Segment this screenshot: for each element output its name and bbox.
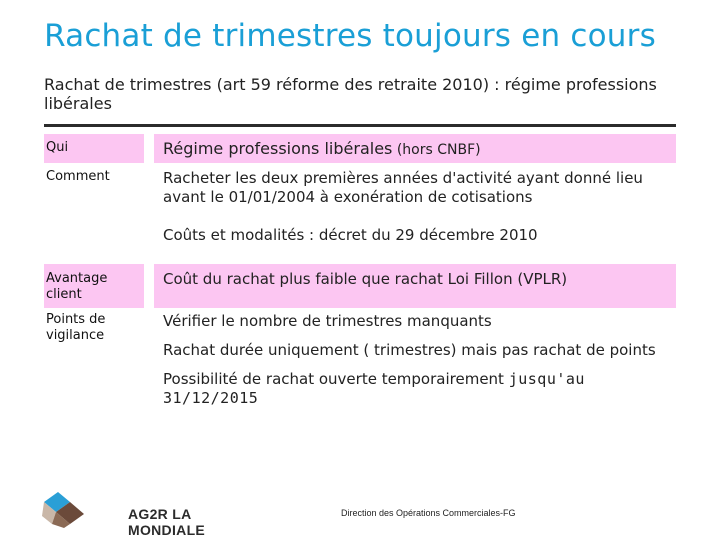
vigilance-line-2: Rachat durée uniquement ( trimestres) mais pas rachat de points xyxy=(163,341,656,359)
vigilance-line-3 xyxy=(163,370,666,408)
vigilance-line-1: Vérifier le nombre de trimestres manquants xyxy=(163,312,492,330)
comment-line-1: Racheter les deux premières années d'activité ayant donné lieu avant le 01/01/2004 à exonération de cotisations xyxy=(163,169,643,206)
company-logo xyxy=(40,490,260,538)
row-content-qui xyxy=(154,134,676,163)
comment-line-2: Coûts et modalités : décret du 29 décembre 2010 xyxy=(163,226,538,244)
qui-main-text: Régime professions libérales xyxy=(163,139,393,158)
row-label-text: Comment xyxy=(46,169,110,184)
row-label-qui xyxy=(44,134,144,163)
logo-text: AG2R LA MONDIALE xyxy=(128,506,206,538)
vigilance-line-3-text: Possibilité de rachat ouverte temporairement xyxy=(163,370,504,388)
avantage-line-1: Coût du rachat plus faible que rachat Loi Fillon (VPLR) xyxy=(163,270,568,288)
divider-rule xyxy=(44,124,676,127)
row-label-comment xyxy=(44,163,146,185)
row-content-vigilance xyxy=(154,306,676,414)
logo-mark-icon xyxy=(40,490,88,530)
row-content-avantage xyxy=(154,264,676,308)
row-label-text: Avantage client xyxy=(46,271,108,302)
qui-suffix-text: (hors CNBF) xyxy=(392,142,481,158)
row-label-text: Qui xyxy=(46,140,69,155)
slide-title: Rachat de trimestres toujours en cours xyxy=(44,18,656,54)
slide-subtitle: Rachat de trimestres (art 59 réforme des retraite 2010) : régime professions libérales xyxy=(44,75,657,113)
vigilance-deadline: jusqu'au 31/12/2015 xyxy=(163,370,585,407)
row-label-avantage xyxy=(44,264,144,308)
row-label-text: Points de vigilance xyxy=(46,312,106,343)
row-content-comment xyxy=(154,163,676,251)
row-label-vigilance xyxy=(44,306,146,344)
footer-text: Direction des Opérations Commerciales-FG xyxy=(341,508,516,518)
